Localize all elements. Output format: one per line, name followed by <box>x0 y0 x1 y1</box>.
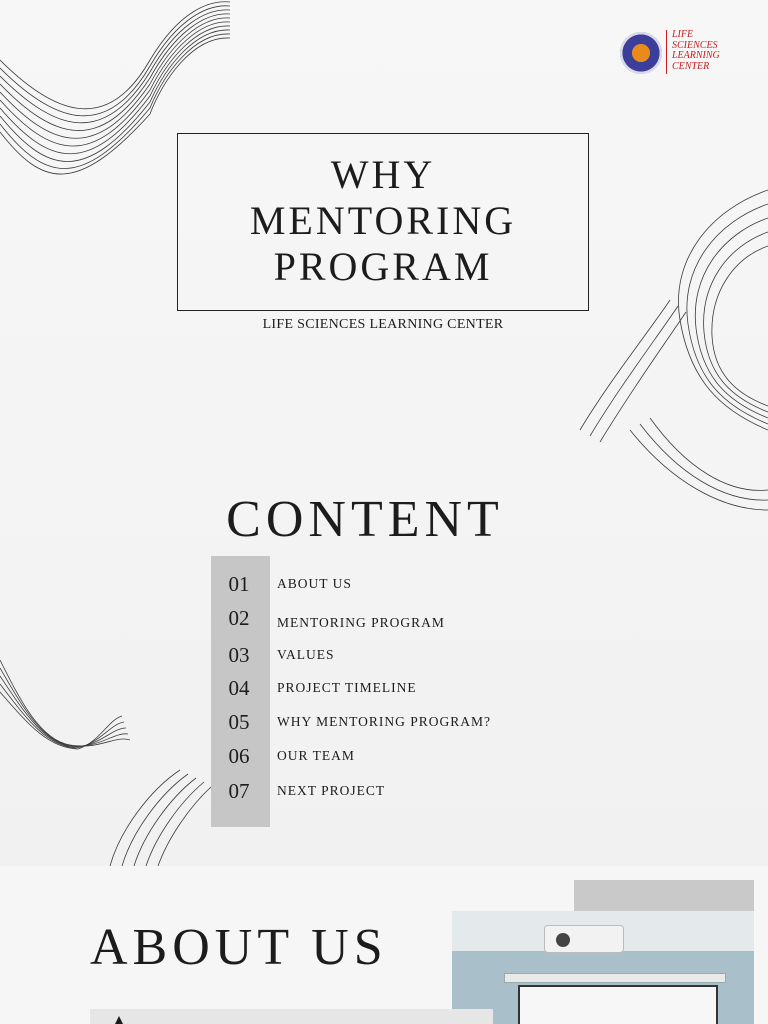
toc-item-label: VALUES <box>277 647 335 662</box>
toc-item-number: 01 <box>228 572 250 596</box>
about-us-heading: ABOUT US <box>90 919 388 976</box>
toc-item-number: 05 <box>228 710 250 734</box>
logo-line-4: CENTER <box>672 60 710 72</box>
toc-item-number: 07 <box>228 779 250 803</box>
toc-item-label: NEXT PROJECT <box>277 783 386 798</box>
toc-item-number: 06 <box>228 744 250 768</box>
toc-item[interactable] <box>211 603 541 633</box>
title-line-3: PROGRAM <box>273 244 493 289</box>
toc-item-number: 04 <box>228 676 250 700</box>
wave-lines-right-icon <box>570 180 768 530</box>
toc-item[interactable] <box>211 707 541 737</box>
toc-item[interactable] <box>211 673 541 703</box>
toc-item-label: WHY MENTORING PROGRAM? <box>277 714 491 729</box>
title-line-2: MENTORING <box>249 198 517 243</box>
projection-screen-housing <box>504 973 726 983</box>
projector-lens-icon <box>556 933 570 947</box>
logo-divider <box>666 30 667 74</box>
toc-item[interactable] <box>211 640 541 670</box>
title-line-1: WHY <box>330 152 436 197</box>
toc-item-number: 03 <box>228 643 250 667</box>
toc-item-label: OUR TEAM <box>277 748 355 763</box>
decorative-gray-block <box>574 880 754 911</box>
toc-item-label: PROJECT TIMELINE <box>277 680 417 695</box>
toc-item-label: ABOUT US <box>277 576 352 591</box>
logo-text <box>672 30 720 72</box>
logo-line-1: LIFE <box>672 29 694 40</box>
toc-item-number: 02 <box>228 606 250 630</box>
toc-item[interactable] <box>211 776 541 806</box>
toc-item-label: MENTORING PROGRAM <box>277 615 445 630</box>
page-subtitle: LIFE SCIENCES LEARNING CENTER <box>262 317 504 332</box>
about-us-text-strip <box>90 1009 493 1024</box>
logo-line-3: LEARNING <box>672 50 720 61</box>
about-us-page <box>0 866 768 1024</box>
content-heading: CONTENT <box>226 491 504 548</box>
wave-lines-bottom-left-icon <box>0 650 220 866</box>
projection-screen <box>518 985 718 1024</box>
logo-line-2: SCIENCES <box>672 39 718 51</box>
classroom-projector-photo <box>452 911 754 1024</box>
organization-logo <box>620 30 730 76</box>
page-title <box>177 152 589 290</box>
seal-emblem-icon <box>620 32 662 74</box>
toc-item[interactable] <box>211 569 541 599</box>
toc-item[interactable] <box>211 741 541 771</box>
